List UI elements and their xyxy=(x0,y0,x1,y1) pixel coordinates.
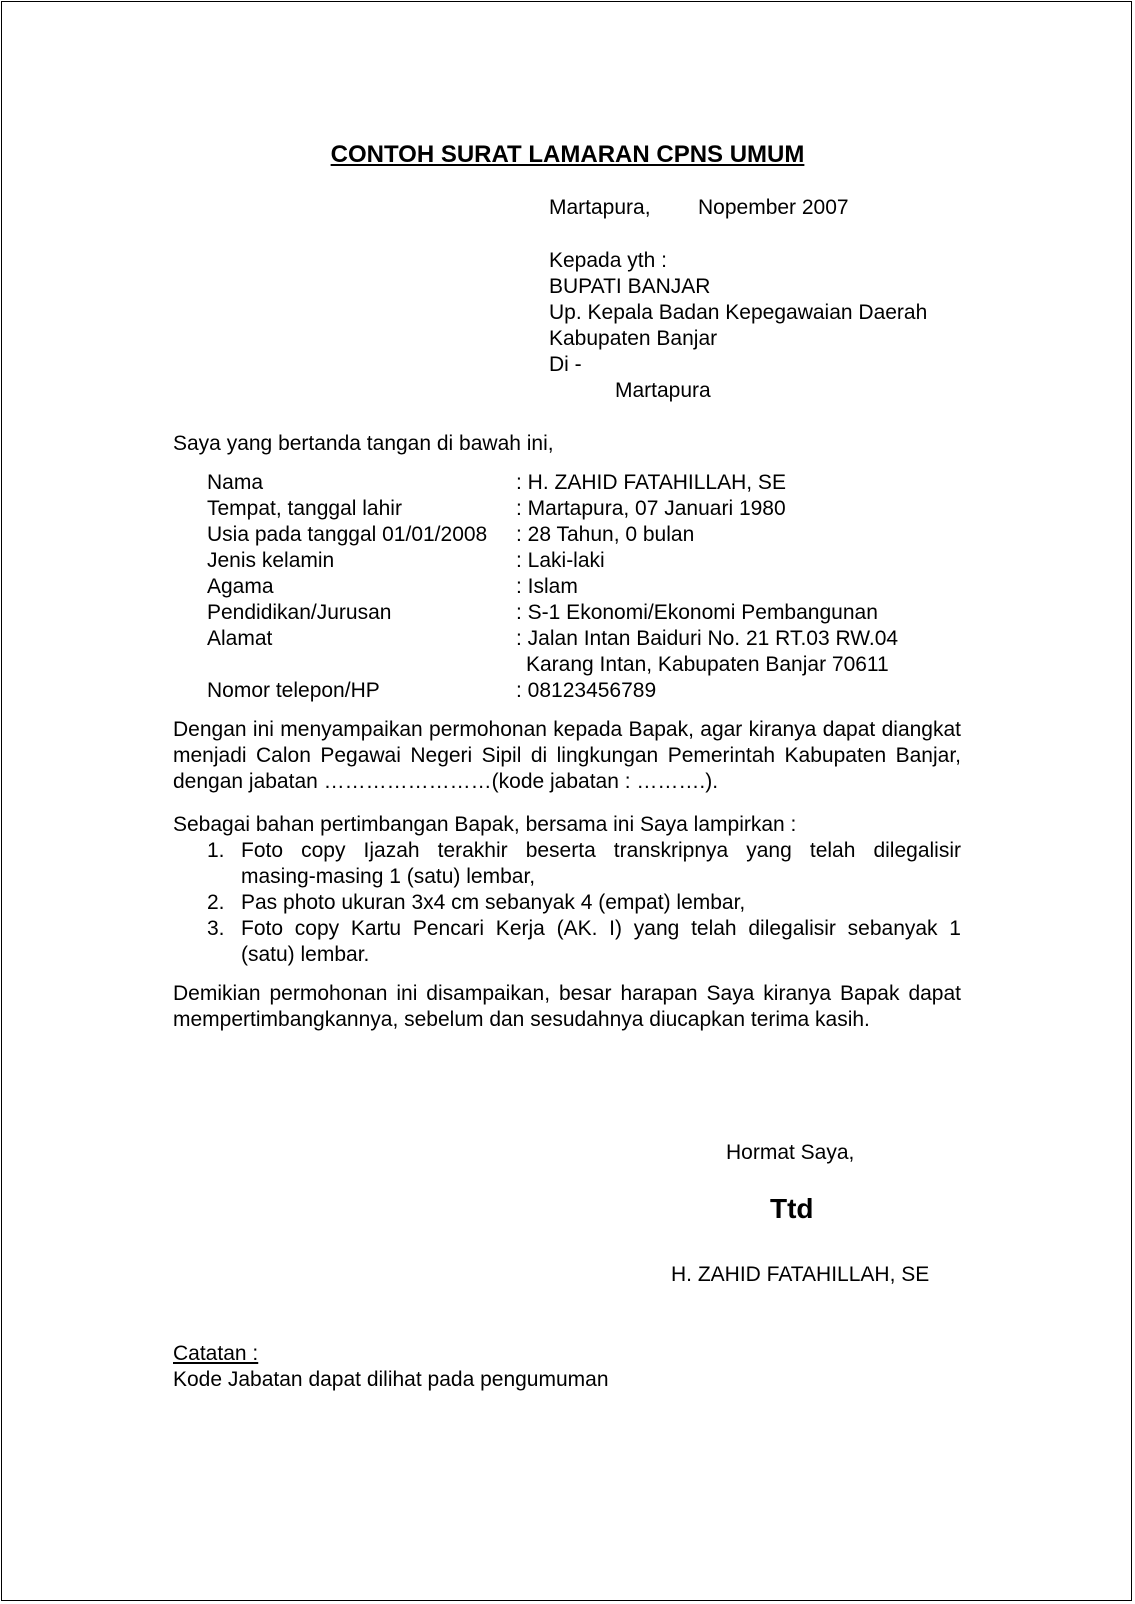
personal-value: : Islam xyxy=(516,575,578,598)
personal-value: : Martapura, 07 Januari 1980 xyxy=(516,497,786,520)
attachment-line: masing-masing 1 (satu) lembar, xyxy=(241,865,536,888)
signature-name: H. ZAHID FATAHILLAH, SE xyxy=(671,1263,930,1286)
recipient-line-2: BUPATI BANJAR xyxy=(549,275,711,298)
recipient-line-1: Kepada yth : xyxy=(549,249,667,272)
recipient-line-3: Up. Kepala Badan Kepegawaian Daerah xyxy=(549,301,928,324)
personal-label: Jenis kelamin xyxy=(207,549,335,572)
attachment-number: 1. xyxy=(207,839,225,862)
note-heading: Catatan : xyxy=(173,1342,259,1365)
personal-label: Alamat xyxy=(207,627,273,650)
personal-label: Agama xyxy=(207,575,274,598)
letter-title: CONTOH SURAT LAMARAN CPNS UMUM xyxy=(330,141,805,168)
personal-value: : H. ZAHID FATAHILLAH, SE xyxy=(516,471,786,494)
personal-value: : 28 Tahun, 0 bulan xyxy=(516,523,695,546)
recipient-line-5: Di - xyxy=(549,353,582,376)
intro-text: Saya yang bertanda tangan di bawah ini, xyxy=(173,432,554,455)
personal-value: : S-1 Ekonomi/Ekonomi Pembangunan xyxy=(516,601,878,624)
note-text: Kode Jabatan dapat dilihat pada pengumuman xyxy=(173,1368,609,1391)
attachment-line: (satu) lembar. xyxy=(241,943,370,966)
attachment-line: Pas photo ukuran 3x4 cm sebanyak 4 (empat) lembar, xyxy=(241,891,746,914)
attachment-line: Foto copy Kartu Pencari Kerja (AK. I) yang telah dilegalisir sebanyak 1 xyxy=(241,917,961,940)
personal-value: : Jalan Intan Baiduri No. 21 RT.03 RW.04 xyxy=(516,627,899,650)
personal-label: Pendidikan/Jurusan xyxy=(207,601,392,624)
date-value: Nopember 2007 xyxy=(698,196,849,219)
attachments-intro: Sebagai bahan pertimbangan Bapak, bersama ini Saya lampirkan : xyxy=(173,813,797,836)
personal-label: Tempat, tanggal lahir xyxy=(207,497,402,520)
page-border xyxy=(1,1,1132,1601)
attachment-line: Foto copy Ijazah terakhir beserta transkripnya yang telah dilegalisir xyxy=(241,839,961,862)
personal-label: Nama xyxy=(207,471,264,494)
personal-label: Usia pada tanggal 01/01/2008 xyxy=(207,523,488,546)
closing-paragraph: Demikian permohonan ini disampaikan, besar harapan Saya kiranya Bapak dapat mempertimbangkannya, sebelum dan sesudahnya diucapkan terima kasih. xyxy=(173,982,961,1031)
recipient-line-4: Kabupaten Banjar xyxy=(549,327,718,350)
personal-value: : 08123456789 xyxy=(516,679,657,702)
personal-value: : Laki-laki xyxy=(516,549,605,572)
attachment-number: 3. xyxy=(207,917,225,940)
personal-value: Karang Intan, Kabupaten Banjar 70611 xyxy=(526,653,889,676)
date-place: Martapura, xyxy=(549,196,651,219)
recipient-line-6: Martapura xyxy=(615,379,711,402)
attachment-number: 2. xyxy=(207,891,225,914)
signature-ttd: Ttd xyxy=(770,1193,814,1224)
personal-label: Nomor telepon/HP xyxy=(207,679,380,702)
request-paragraph: Dengan ini menyampaikan permohonan kepada Bapak, agar kiranya dapat diangkat menjadi Calon Pegawai Negeri Sipil di lingkungan Pemerintah Kabupaten Banjar, dengan jabatan ……………………(kode jabatan : ……….). xyxy=(173,718,961,793)
signature-greeting: Hormat Saya, xyxy=(726,1141,855,1164)
